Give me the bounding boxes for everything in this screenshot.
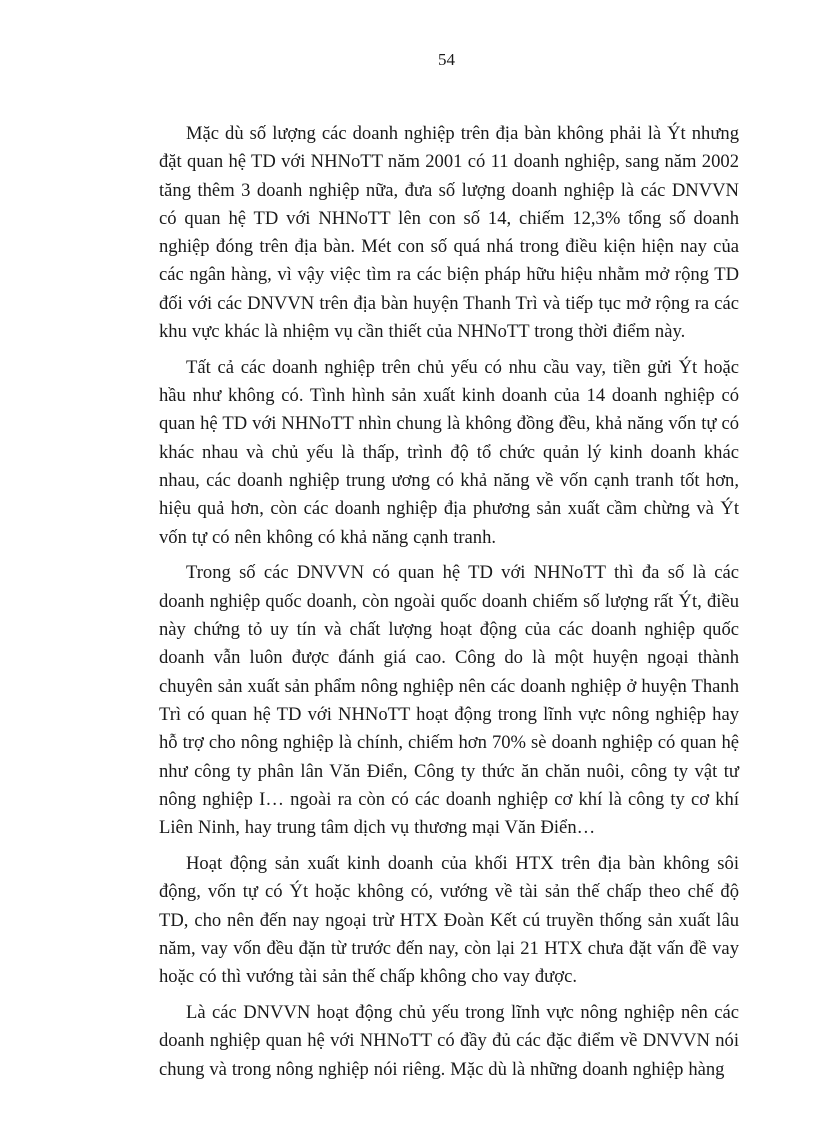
paragraph-4: Hoạt động sản xuất kinh doanh của khối HTX trên địa bàn không sôi động, vốn tự có Ýt hoặc không có, vướng về tài sản thế chấp theo chế độ TD, cho nên đến nay ngoại trừ HTX Đoàn Kết cú truyền thống sản xuất lâu năm, vay vốn đều đặn từ trước đến nay, còn lại 21 HTX chưa đặt vấn đề vay hoặc có thì vướng tài sản thế chấp không cho vay được. (159, 852, 739, 988)
paragraph-2: Tất cả các doanh nghiệp trên chủ yếu có nhu cầu vay, tiền gửi Ýt hoặc hầu như không có. Tình hình sản xuất kinh doanh của 14 doanh nghiệp có quan hệ TD với NHNoTT nhìn chung là không đồng đều, khả năng vốn tự có khác nhau và chủ yếu là thấp, trình độ tổ chức quản lý kinh doanh khác nhau, các doanh nghiệp trung ương có khả năng về vốn cạnh tranh tốt hơn, hiệu quả hơn, còn các doanh nghiệp địa phương sản xuất cầm chừng và Ýt vốn tự có nên không có khả năng cạnh tranh. (159, 356, 739, 548)
paragraph-5: Là các DNVVN hoạt động chủ yếu trong lĩnh vực nông nghiệp nên các doanh nghiệp quan hệ với NHNoTT có đầy đủ các đặc điểm về DNVVN nói chung và trong nông nghiệp nói riêng. Mặc dù là những doanh nghiệp hàng (159, 1001, 739, 1080)
body-text (159, 120, 739, 1091)
paragraph-1: Mặc dù số lượng các doanh nghiệp trên địa bàn không phải là Ýt nhưng đặt quan hệ TD với NHNoTT năm 2001 có 11 doanh nghiệp, sang năm 2002 tăng thêm 3 doanh nghiệp nữa, đưa số lượng doanh nghiệp là các DNVVN có quan hệ TD với NHNoTT lên con số 14, chiếm 12,3% tổng số doanh nghiệp đóng trên địa bàn. Mét con số quá nhá trong điều kiện hiện nay của các ngân hàng, vì vậy việc tìm ra các biện pháp hữu hiệu nhằm mở rộng TD đối với các DNVVN trên địa bàn huyện Thanh Trì và tiếp tục mở rộng ra các khu vực khác là nhiệm vụ cần thiết của NHNoTT trong thời điểm này. (159, 123, 739, 343)
paragraph-3: Trong số các DNVVN có quan hệ TD với NHNoTT thì đa số là các doanh nghiệp quốc doanh, còn ngoài quốc doanh chiếm số lượng rất Ýt, điều này chứng tỏ uy tín và chất lượng hoạt động của các doanh nghiệp quốc doanh vẫn luôn được đánh giá cao. Công do là một huyện ngoại thành chuyên sản xuất sản phẩm nông nghiệp nên các doanh nghiệp ở huyện Thanh Trì có quan hệ TD với NHNoTT hoạt động trong lĩnh vực nông nghiệp hay hỗ trợ cho nông nghiệp là chính, chiếm hơn 70% sè doanh nghiệp có quan hệ như công ty phân lân Văn Điển, Công ty thức ăn chăn nuôi, công ty vật tư nông nghiệp I… ngoài ra còn có các doanh nghiệp cơ khí là công ty cơ khí Liên Ninh, hay trung tâm dịch vụ thương mại Văn Điển… (159, 562, 739, 839)
page-number: 54 (438, 50, 455, 69)
